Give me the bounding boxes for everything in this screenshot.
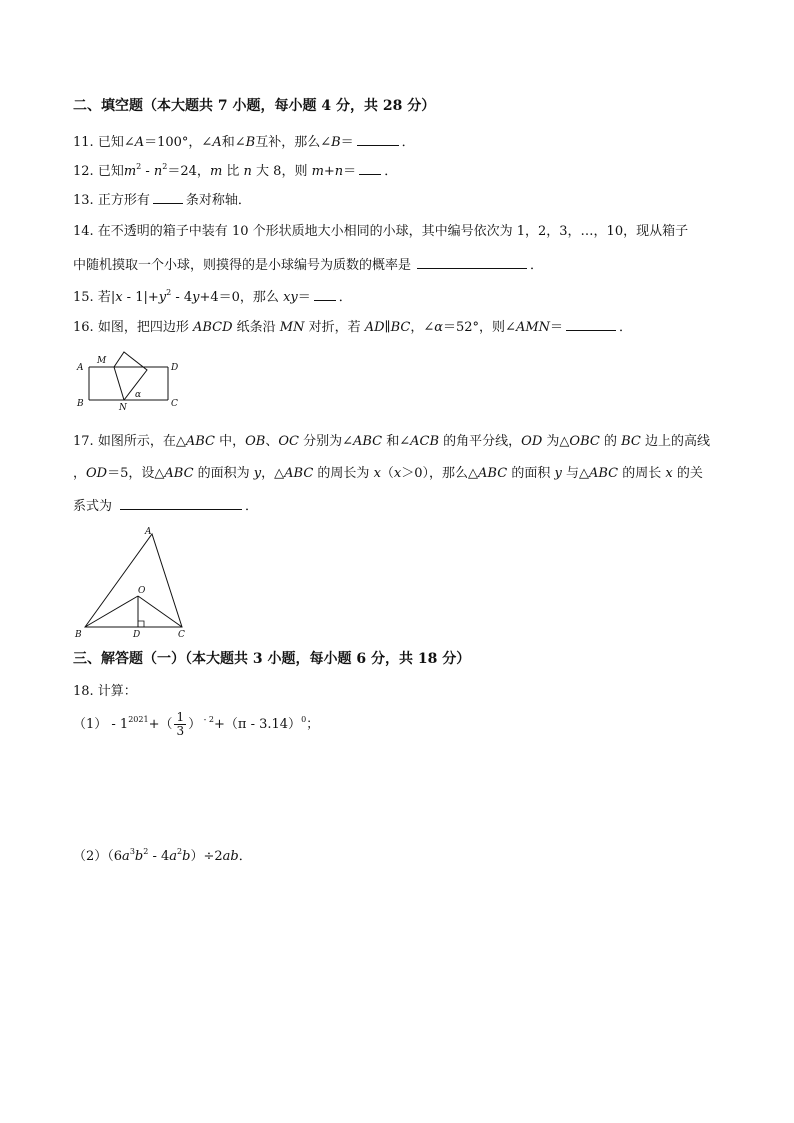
- label-B: B: [75, 630, 82, 640]
- text: ，△: [261, 466, 285, 481]
- var: b: [182, 849, 191, 864]
- text: 的面积: [507, 466, 555, 481]
- text: ．: [238, 849, 252, 864]
- var: A: [212, 135, 222, 150]
- text: ；: [306, 717, 320, 732]
- text: （2）（6: [73, 849, 123, 864]
- text: 和∠: [221, 135, 246, 150]
- exponent: 2: [177, 847, 183, 856]
- var: OC: [278, 434, 299, 449]
- label-C: C: [178, 630, 185, 640]
- text: ＝24，: [167, 164, 210, 179]
- fraction-one-third: [174, 711, 186, 738]
- var: ABC: [185, 434, 215, 449]
- question-15: [73, 288, 352, 306]
- text: ＝: [340, 135, 354, 150]
- text: 已知: [97, 164, 124, 179]
- var: OBC: [569, 434, 600, 449]
- text: 纸条沿: [232, 320, 280, 335]
- var: OD: [521, 434, 543, 449]
- text: 的: [599, 434, 622, 449]
- segment-oc: [138, 596, 182, 627]
- var: b: [134, 849, 144, 864]
- text: 的面积为: [193, 466, 254, 481]
- var: m+n: [311, 164, 344, 179]
- text: 中，: [214, 434, 246, 449]
- exponent: 3: [129, 847, 135, 856]
- var: B: [331, 135, 341, 150]
- text: 边上的高线: [640, 434, 710, 449]
- question-18-part-1: [73, 706, 319, 744]
- text: 正方形有: [97, 193, 150, 208]
- label-B: B: [77, 399, 84, 409]
- answer-blank[interactable]: [359, 162, 381, 175]
- answer-blank[interactable]: [120, 497, 242, 510]
- text: ，∠: [410, 320, 435, 335]
- text: （: [380, 466, 394, 481]
- text: 已知∠: [97, 135, 135, 150]
- question-number: 16.: [73, 320, 98, 335]
- figure-17-triangle: [72, 520, 194, 642]
- right-angle-mark: [138, 621, 144, 627]
- var: y: [253, 466, 262, 481]
- text: ．: [338, 290, 352, 305]
- var: ABC: [164, 466, 194, 481]
- exponent: 2: [143, 847, 149, 856]
- text: ＝5，设△: [107, 466, 165, 481]
- text: 若|: [97, 290, 116, 305]
- var: y: [192, 290, 200, 305]
- var: MN: [279, 320, 305, 335]
- question-17-line-2: [73, 466, 703, 482]
- var: ABC: [352, 434, 383, 449]
- text: 的关: [672, 466, 703, 481]
- var: y: [554, 466, 562, 481]
- text: ）: [188, 717, 202, 732]
- text: - 1|+: [122, 290, 159, 305]
- var: A: [134, 135, 145, 150]
- question-17-line-3: [73, 497, 258, 515]
- text: 如图所示，在△: [97, 434, 186, 449]
- fold-line-mn: [114, 367, 124, 400]
- question-number: 13.: [73, 193, 98, 208]
- question-18-part-2: [73, 849, 252, 865]
- text: ＝: [343, 164, 357, 179]
- text: ，: [73, 466, 87, 481]
- text: +（π - 3.14）: [214, 717, 302, 732]
- var: AD: [364, 320, 385, 335]
- text: 大 8，则: [251, 164, 312, 179]
- text: ．: [401, 135, 415, 150]
- text: ．: [245, 499, 259, 514]
- var: OB: [245, 434, 266, 449]
- text: 中随机摸取一个小球，则摸得的是小球编号为质数的概率是: [73, 258, 412, 273]
- question-number: 17.: [73, 434, 98, 449]
- figure-16-folded-strip: [72, 346, 190, 414]
- var: x: [665, 466, 673, 481]
- text: 如图，把四边形: [97, 320, 193, 335]
- question-18-title: 18. 计算：: [73, 684, 137, 699]
- text: ＝: [550, 320, 564, 335]
- label-C: C: [171, 399, 178, 409]
- var: BC: [390, 320, 411, 335]
- var: a: [169, 849, 178, 864]
- answer-blank[interactable]: [417, 256, 527, 269]
- section-2-heading: 二、填空题（本大题共 7 小题，每小题 4 分，共 28 分）: [73, 98, 436, 114]
- var: α: [434, 320, 443, 335]
- segment-ob: [85, 596, 138, 627]
- text: - 4: [171, 290, 193, 305]
- var: BC: [621, 434, 641, 449]
- numerator: 1: [176, 710, 185, 724]
- text: 系式为: [73, 499, 113, 514]
- text: 的周长: [618, 466, 666, 481]
- question-number: 11.: [73, 135, 98, 150]
- var: ab: [222, 849, 239, 864]
- text: 的周长为: [313, 466, 374, 481]
- answer-blank[interactable]: [314, 288, 336, 301]
- exponent: 2021: [128, 715, 149, 724]
- text: 分别为∠: [298, 434, 353, 449]
- question-13: [73, 191, 251, 209]
- label-N: N: [119, 403, 127, 413]
- question-12: [73, 162, 397, 180]
- text: +4＝0，那么: [199, 290, 284, 305]
- label-D: D: [133, 630, 141, 640]
- text: -: [141, 164, 154, 179]
- text: 、: [265, 434, 279, 449]
- var: ABC: [284, 466, 314, 481]
- var: ABCD: [192, 320, 233, 335]
- question-16: [73, 318, 632, 336]
- text: 的角平分线，: [439, 434, 522, 449]
- text: 条对称轴．: [185, 193, 251, 208]
- var: ACB: [410, 434, 440, 449]
- text: 互补，那么∠: [255, 135, 332, 150]
- question-14-line-1: 14. 在不透明的箱子中装有 10 个形状质地大小相同的小球，其中编号依次为 1，2，3，…，10，现从箱子: [73, 224, 689, 239]
- text: ＝100°，∠: [144, 135, 213, 150]
- text: +（: [148, 717, 173, 732]
- var: y: [158, 290, 167, 305]
- exponent: - 2: [201, 715, 215, 724]
- text: - 4: [148, 849, 170, 864]
- triangle-abc: [85, 534, 182, 627]
- exponent: 2: [136, 162, 142, 171]
- exponent: 0: [301, 715, 307, 724]
- question-number: 12.: [73, 164, 98, 179]
- text: 比: [222, 164, 244, 179]
- var: ABC: [588, 466, 619, 481]
- answer-blank[interactable]: [357, 133, 399, 146]
- denominator: 3: [176, 724, 185, 738]
- var: AMN: [515, 320, 551, 335]
- var: xy: [283, 290, 298, 305]
- var: OD: [86, 466, 108, 481]
- var: m: [209, 164, 223, 179]
- text: ）÷2: [190, 849, 223, 864]
- text: ∥: [384, 320, 391, 335]
- label-alpha: α: [135, 390, 142, 400]
- text: ＝52°，则∠: [443, 320, 516, 335]
- text: ＞0），那么△: [401, 466, 479, 481]
- var: ABC: [478, 466, 508, 481]
- var: x: [393, 466, 402, 481]
- answer-blank[interactable]: [153, 191, 183, 204]
- question-11: [73, 133, 415, 151]
- var: B: [245, 135, 256, 150]
- var: n: [243, 164, 252, 179]
- var: n: [153, 164, 163, 179]
- label-A: A: [77, 363, 84, 373]
- text: ．: [619, 320, 633, 335]
- label-A: A: [145, 527, 152, 537]
- question-17-line-1: [73, 434, 710, 450]
- exponent: 2: [162, 162, 168, 171]
- text: 与△: [561, 466, 589, 481]
- text: 对折，若: [304, 320, 365, 335]
- label-D: D: [171, 363, 179, 373]
- text: ．: [530, 258, 544, 273]
- exponent: 2: [166, 288, 172, 297]
- text: ＝: [297, 290, 311, 305]
- var: m: [123, 164, 137, 179]
- text: 和∠: [382, 434, 411, 449]
- var: x: [373, 466, 381, 481]
- section-3-heading: 三、解答题（一）（本大题共 3 小题，每小题 6 分，共 18 分）: [73, 651, 471, 667]
- label-M: M: [97, 356, 107, 366]
- label-O: O: [138, 586, 146, 596]
- answer-blank[interactable]: [566, 318, 616, 331]
- text: 为△: [542, 434, 570, 449]
- text: （1） - 1: [73, 717, 129, 732]
- var: a: [122, 849, 130, 864]
- text: ．: [384, 164, 398, 179]
- var: x: [115, 290, 123, 305]
- question-14-line-2: [73, 256, 543, 274]
- question-number: 15.: [73, 290, 98, 305]
- folded-flap: [114, 352, 147, 400]
